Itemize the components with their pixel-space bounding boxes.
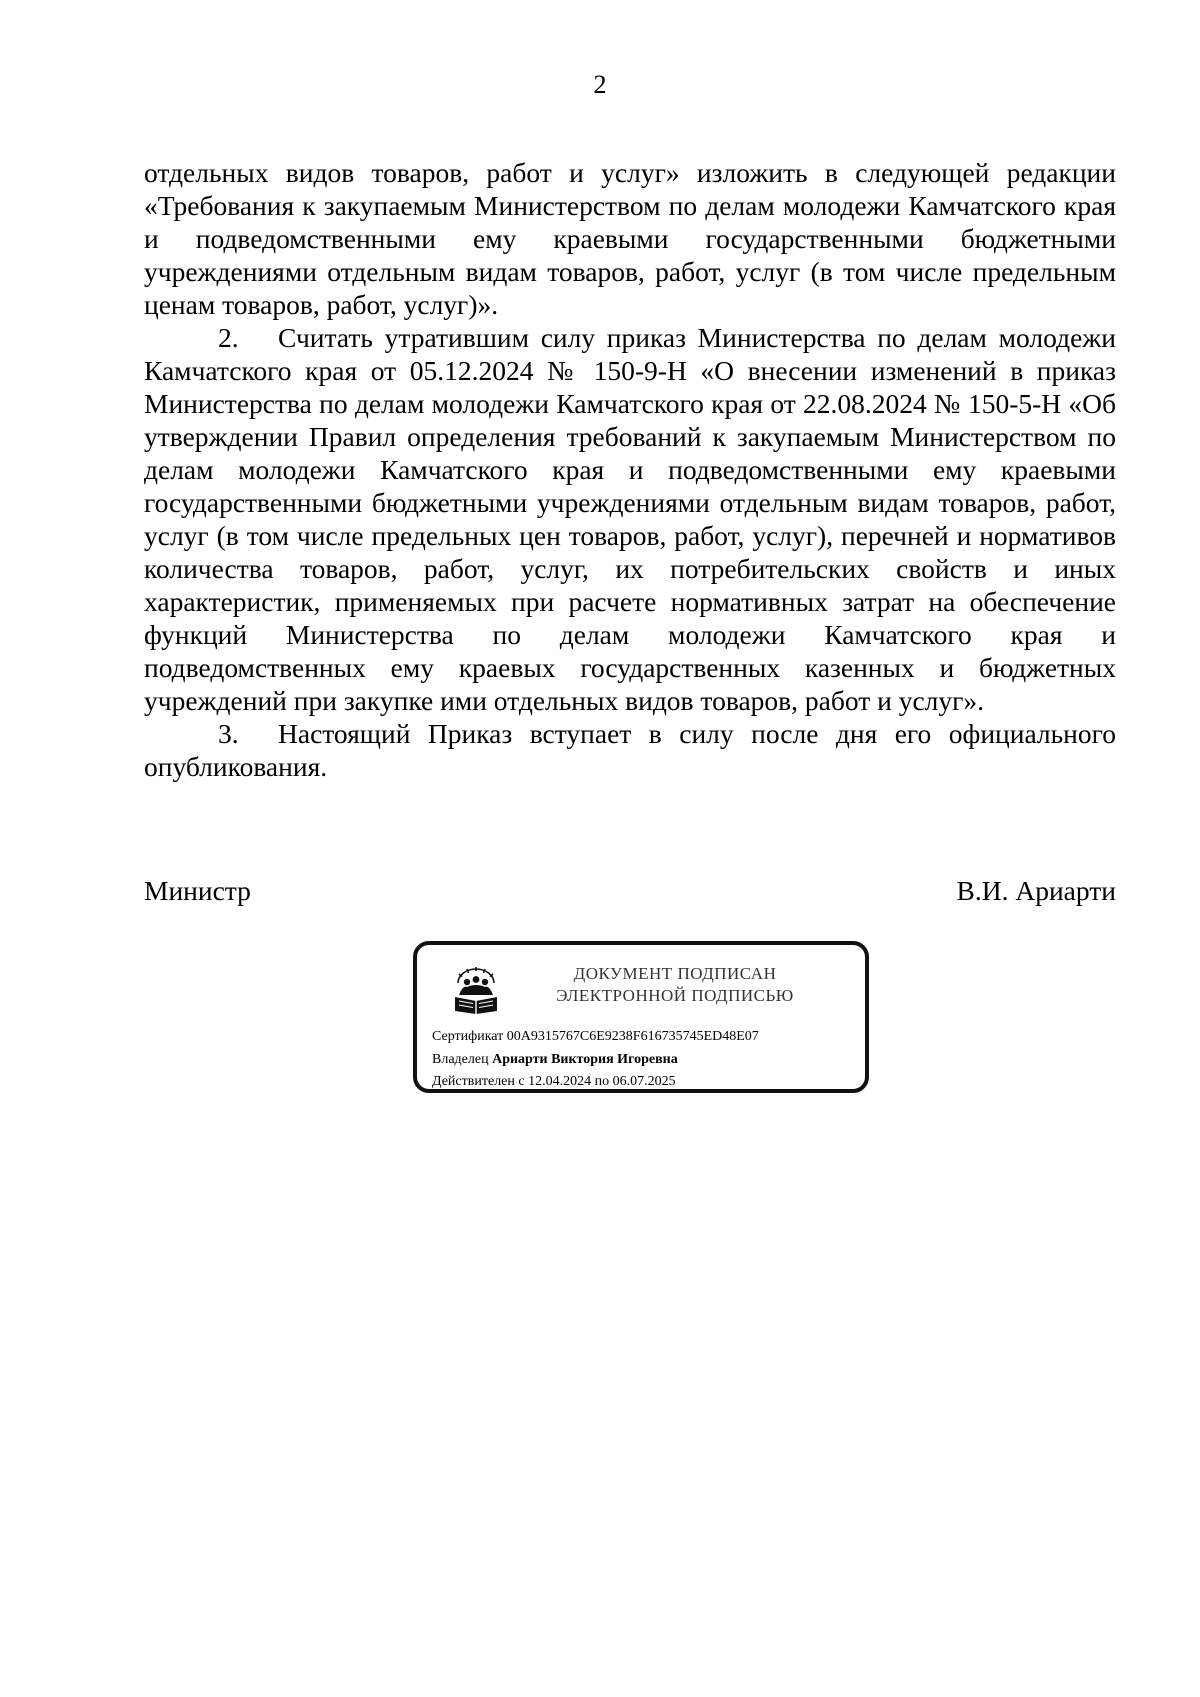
paragraph-text: Настоящий Приказ вступает в силу после дня его официального опубликования. <box>144 718 1116 782</box>
paragraph-number: 3. <box>218 718 239 749</box>
signatory-name: В.И. Ариарти <box>956 875 1116 906</box>
stamp-owner <box>432 1051 678 1069</box>
paragraph-continuation <box>144 156 1116 321</box>
stamp-title-line2: ЭЛЕКТРОННОЙ ПОДПИСЬЮ <box>556 986 794 1005</box>
valid-to-date: 06.07.2025 <box>612 1074 676 1089</box>
stamp-title-line1: ДОКУМЕНТ ПОДПИСАН <box>573 964 777 983</box>
stamp-validity <box>432 1073 676 1091</box>
paragraph-text: отдельных видов товаров, работ и услуг» изложить в следующей редакции «Требования к закупаемым Министерством по делам молодежи Камчатского края и подведомственными ему краевыми государственными бюджетными учреждениями отдельным видам товаров, работ, услуг (в том числе предельным ценам товаров, работ, услуг)». <box>144 157 1116 320</box>
valid-from-label: Действителен с <box>432 1074 525 1089</box>
paragraph-text: Считать утратившим силу приказ Министерства по делам молодежи Камчатского края от 05.12.2024 № 150-9-Н «О внесении изменений в приказ Министерства по делам молодежи Камчатского края от 22.08.2024 № 150-5-Н «Об утверждении Правил определения требований к закупаемым Министерством по делам молодежи Камчатского края и подведомственными ему краевыми государственными бюджетными учреждениями отдельным видам товаров, работ, услуг (в том числе предельных цен товаров, работ, услуг), перечней и нормативов количества товаров, работ, услуг, их потребительских свойств и иных характеристик, применяемых при расчете нормативных затрат на обеспечение функций Министерства по делам молодежи Камчатского края и подведомственных ему краевых государственных казенных и бюджетных учреждений при закупке ими отдельных видов товаров, работ и услуг». <box>144 322 1116 716</box>
owner-label: Владелец <box>432 1052 489 1067</box>
kamchatka-emblem-icon <box>449 965 503 1015</box>
valid-to-label: по <box>594 1074 610 1089</box>
document-body <box>144 156 1116 783</box>
certificate-number: 00A9315767C6E9238F616735745ED48E07 <box>506 1029 759 1044</box>
electronic-signature-stamp <box>413 941 869 1093</box>
valid-from-date: 12.04.2024 <box>528 1074 592 1089</box>
stamp-certificate <box>432 1028 759 1046</box>
stamp-title <box>517 963 833 1007</box>
signature-row <box>144 874 1116 908</box>
signatory-position: Министр <box>144 875 251 906</box>
paragraph-item-3 <box>144 717 1116 783</box>
page-number: 2 <box>593 70 607 99</box>
owner-name: Ариарти Виктория Игоревна <box>492 1052 678 1067</box>
paragraph-item-2 <box>144 321 1116 717</box>
certificate-label: Сертификат <box>432 1029 504 1044</box>
paragraph-number: 2. <box>218 322 239 353</box>
